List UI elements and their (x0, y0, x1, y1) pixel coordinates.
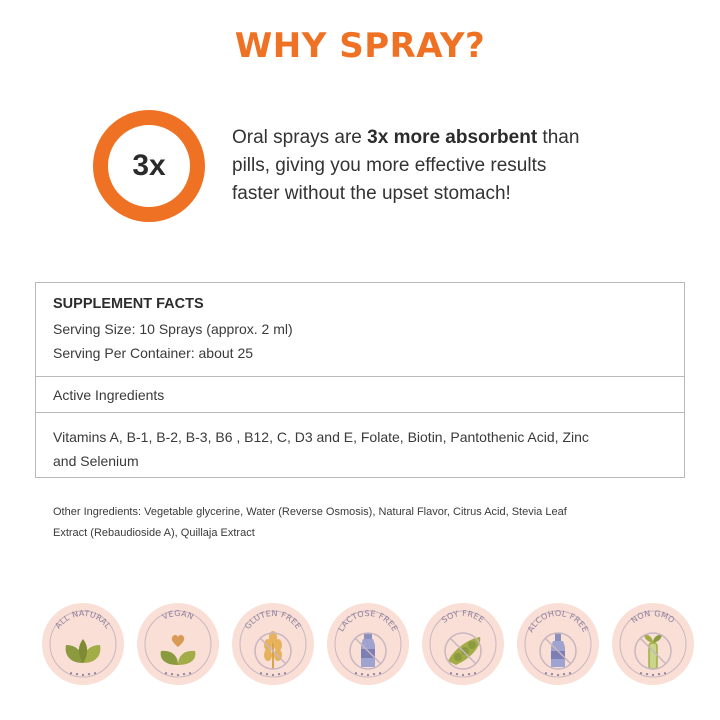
why-spray-description (232, 124, 592, 208)
badge-label: ALCOHOL FREE (526, 608, 590, 634)
svg-text:SOY FREE (440, 609, 486, 625)
other-ingredients: Other Ingredients: Vegetable glycerine, Water (Reverse Osmosis), Natural Flavor, Citrus Acid, Stevia Leaf Extract (Rebaudioside A), Quillaja Extract (53, 506, 567, 539)
active-ingredients-list: Vitamins A, B-1, B-2, B-3, B6 , B12, C, D3 and E, Folate, Biotin, Pantothenic Acid, Zinc and Selenium (53, 429, 589, 469)
vegan-leaves-icon (161, 635, 196, 665)
svg-text:ALL NATURAL (53, 609, 112, 631)
facts-heading: SUPPLEMENT FACTS (53, 296, 204, 312)
active-ingredients-label: Active Ingredients (53, 387, 165, 403)
badge-all-natural (42, 603, 124, 685)
why-text-bold: 3x more absorbent (367, 127, 538, 148)
serving-size: Serving Size: 10 Sprays (approx. 2 ml) (53, 321, 293, 337)
facts-header-section (36, 283, 684, 377)
servings-per-container: Serving Per Container: about 25 (53, 345, 254, 361)
badge-label: LACTOSE FREE (336, 608, 400, 634)
absorption-ring (93, 110, 205, 222)
badge-vegan (137, 603, 219, 685)
svg-text:NON GMO (629, 609, 676, 625)
badge-label: ALL NATURAL (53, 608, 113, 631)
page-title: WHY SPRAY? (234, 26, 486, 66)
badge-label: NON GMO (629, 608, 677, 626)
badge-label: GLUTEN FREE (243, 608, 303, 631)
badge-gluten-free (232, 603, 314, 685)
active-ingredients-section (36, 376, 684, 413)
svg-text:LACTOSE FREE (336, 609, 399, 633)
supplement-facts-table (35, 282, 685, 478)
why-text-end: than pills, giving you more effective results faster without the upset stomach! (232, 127, 580, 204)
badge-lactose-free (327, 603, 409, 685)
svg-text:VEGAN (161, 609, 195, 622)
leaves-icon (66, 639, 101, 663)
badge-soy-free (422, 603, 504, 685)
badge-label: SOY FREE (439, 608, 487, 625)
why-text-start: Oral sprays are (232, 127, 368, 148)
ring-label: 3x (132, 149, 166, 182)
badge-non-gmo (612, 603, 694, 685)
ingredients-section (36, 413, 684, 477)
svg-text:GLUTEN FREE (243, 609, 303, 631)
svg-text:ALCOHOL FREE (526, 609, 590, 634)
badge-label: VEGAN (160, 608, 196, 622)
badge-alcohol-free (517, 603, 599, 685)
badge-row (42, 603, 692, 687)
